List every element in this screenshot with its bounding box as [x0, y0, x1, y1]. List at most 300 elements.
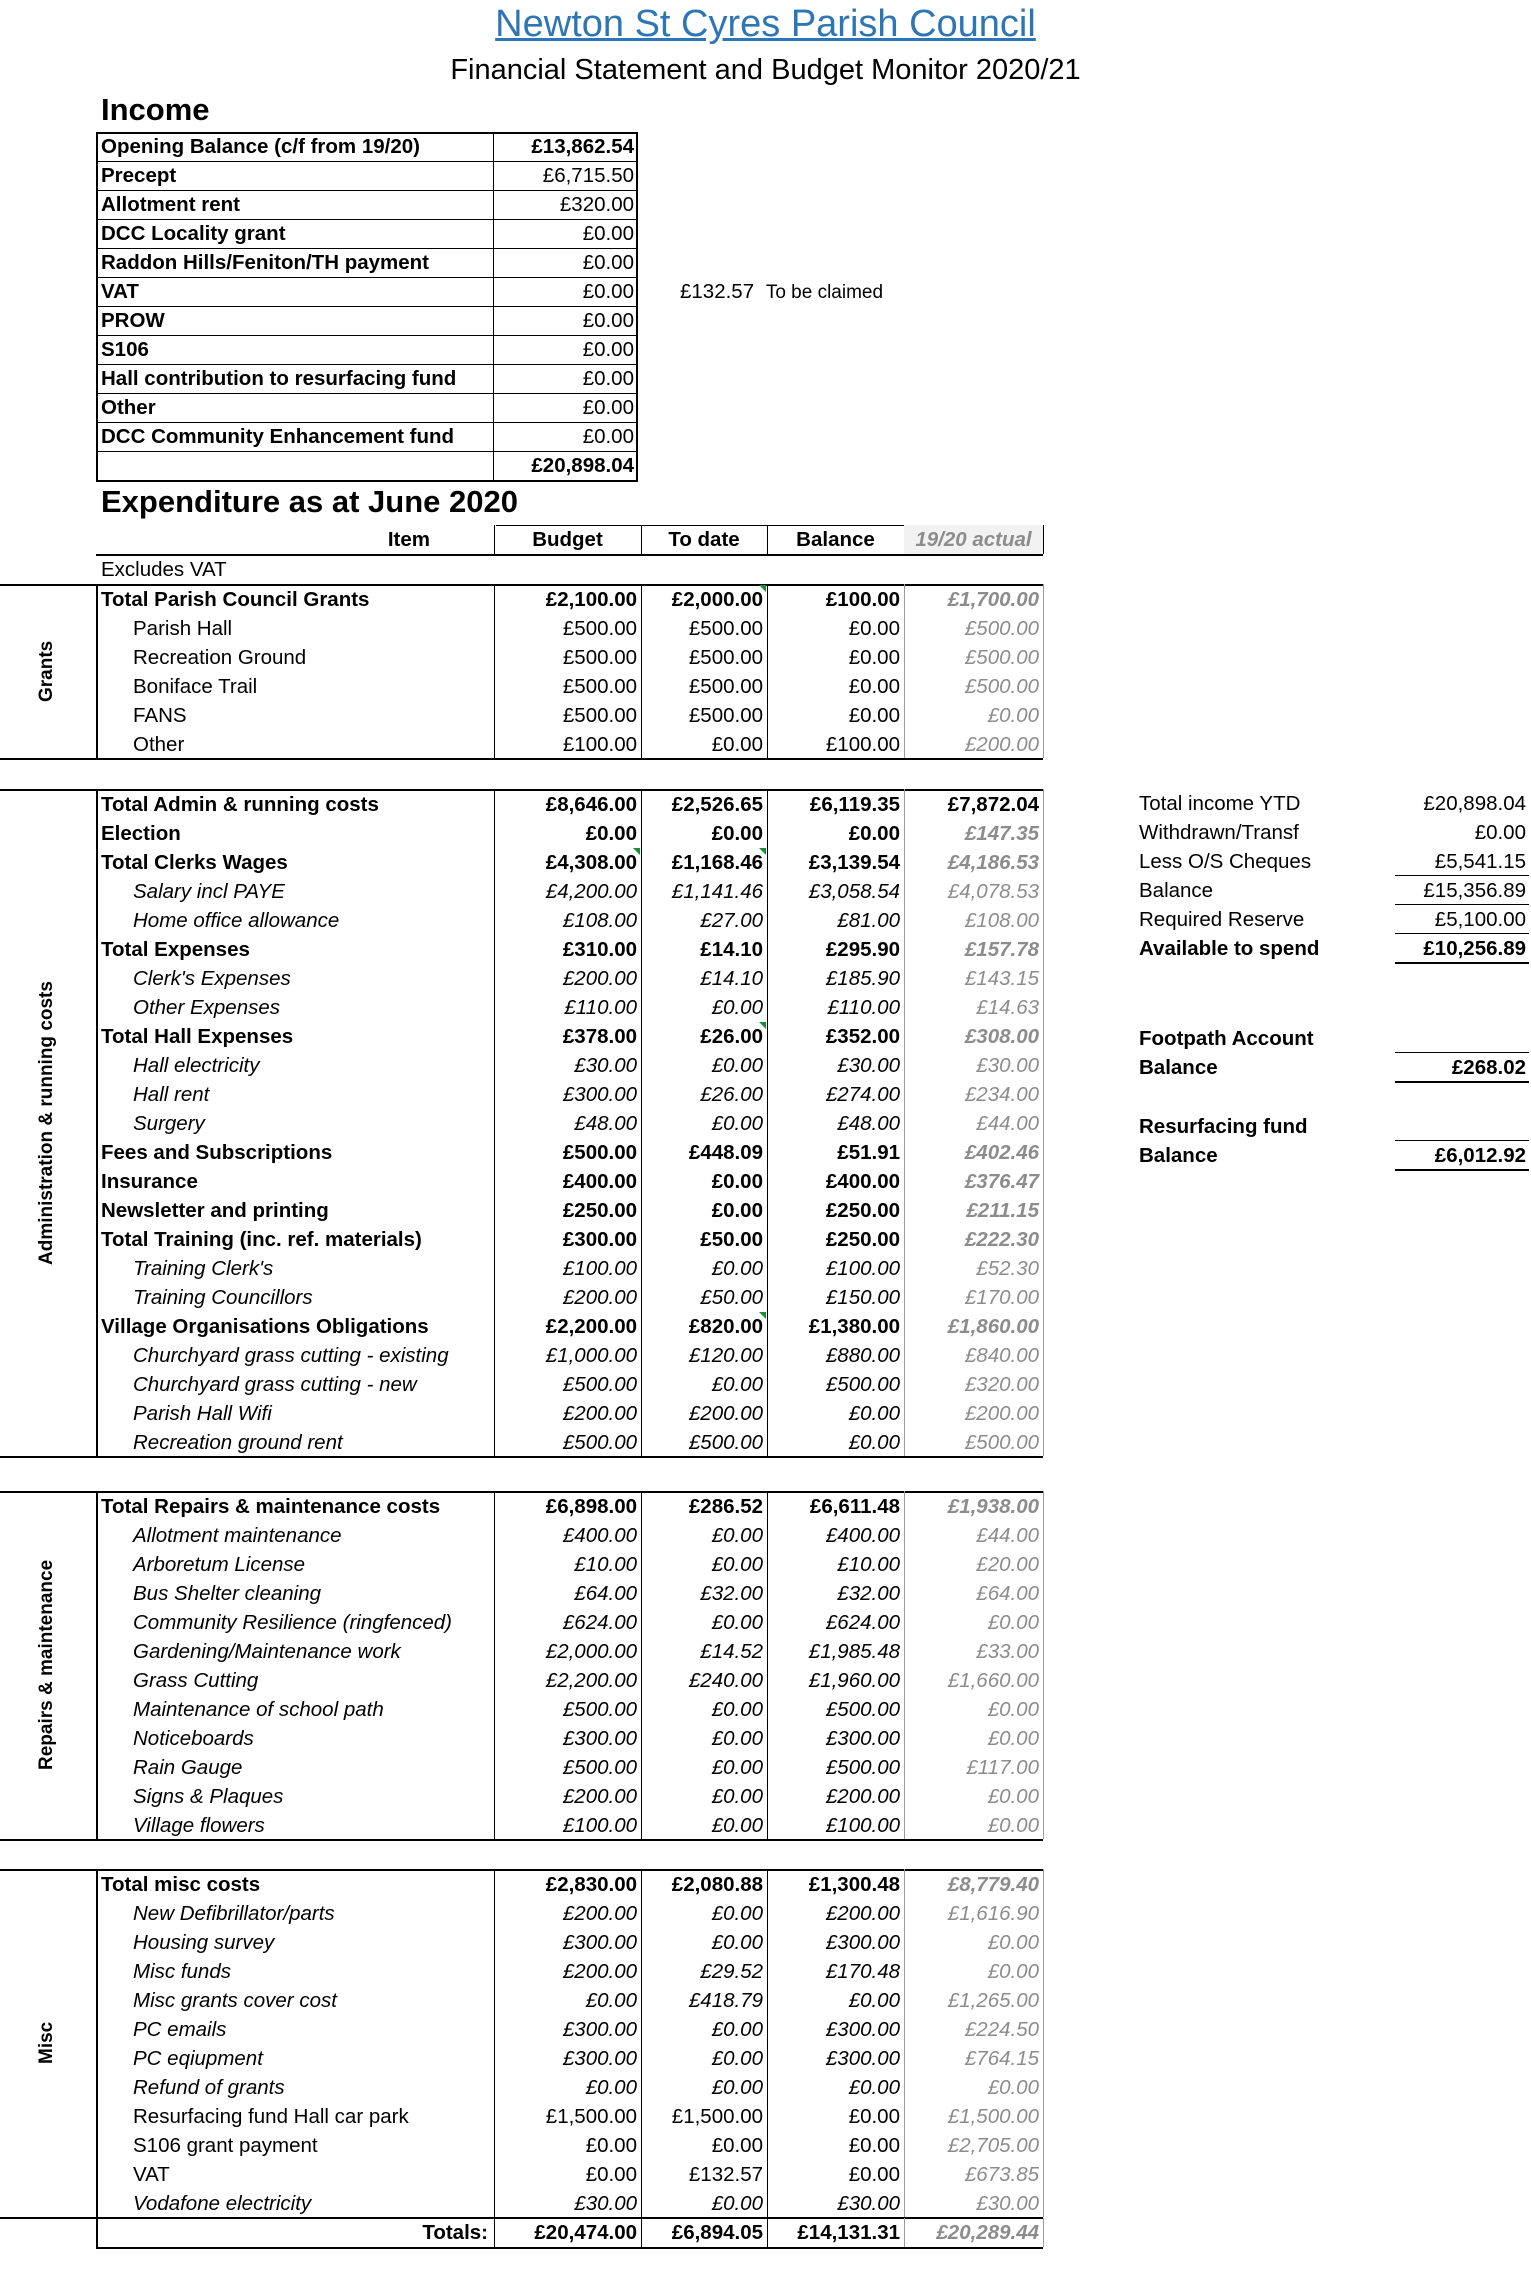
row-prev-actual: £157.78 — [964, 938, 1039, 961]
row-prev-actual: £4,078.53 — [947, 880, 1039, 903]
row-todate: £0.00 — [711, 1902, 763, 1925]
row-todate: £26.00 — [700, 1025, 763, 1048]
row-prev-actual: £147.35 — [964, 822, 1039, 845]
row-budget: £500.00 — [562, 1373, 637, 1396]
row-budget: £4,308.00 — [545, 851, 637, 874]
row-budget: £4,200.00 — [545, 880, 637, 903]
row-budget: £8,646.00 — [545, 793, 637, 816]
totals-label: Totals: — [422, 2221, 488, 2244]
row-balance: £0.00 — [848, 617, 900, 640]
row-todate: £2,526.65 — [671, 793, 763, 816]
row-budget: £108.00 — [562, 909, 637, 932]
row-balance: £0.00 — [848, 1989, 900, 2012]
row-balance: £3,058.54 — [808, 880, 900, 903]
row-balance: £400.00 — [825, 1170, 900, 1193]
row-prev-actual: £1,616.90 — [947, 1902, 1039, 1925]
row-item-label: S106 grant payment — [133, 2134, 318, 2157]
row-item-label: Insurance — [101, 1170, 198, 1193]
row-todate: £27.00 — [700, 909, 763, 932]
col-sep — [1043, 584, 1044, 758]
income-heading: Income — [101, 92, 210, 127]
row-balance: £1,300.48 — [808, 1873, 900, 1896]
row-budget: £30.00 — [574, 2192, 637, 2215]
income-value: £0.00 — [582, 425, 634, 448]
row-balance: £0.00 — [848, 2163, 900, 2186]
row-budget: £2,100.00 — [545, 588, 637, 611]
row-todate: £0.00 — [711, 2192, 763, 2215]
row-budget: £0.00 — [585, 2163, 637, 2186]
row-budget: £500.00 — [562, 704, 637, 727]
row-budget: £10.00 — [574, 1553, 637, 1576]
row-prev-actual: £0.00 — [987, 2076, 1039, 2099]
row-todate: £820.00 — [688, 1315, 763, 1338]
income-value: £13,862.54 — [531, 135, 634, 158]
row-todate: £0.00 — [711, 2018, 763, 2041]
totals-sep — [1043, 2218, 1044, 2247]
row-todate: £240.00 — [688, 1669, 763, 1692]
row-todate: £14.52 — [700, 1640, 763, 1663]
resurfacing-balance: £6,012.92 — [1434, 1144, 1526, 1167]
income-value: £320.00 — [559, 193, 634, 216]
row-item-label: Total Training (inc. ref. materials) — [101, 1228, 422, 1251]
income-label: DCC Community Enhancement fund — [101, 425, 455, 448]
row-todate: £50.00 — [700, 1286, 763, 1309]
income-value: £6,715.50 — [542, 164, 634, 187]
row-item-label: Total Parish Council Grants — [101, 588, 370, 611]
row-prev-actual: £7,872.04 — [947, 793, 1039, 816]
col-todate-header: To date — [668, 528, 740, 551]
row-item-label: Community Resilience (ringfenced) — [133, 1611, 453, 1634]
income-value: £0.00 — [582, 251, 634, 274]
summary-label: Total income YTD — [1139, 792, 1301, 815]
vat-note — [680, 277, 883, 307]
row-item-label: Other — [133, 733, 185, 756]
row-budget: £500.00 — [562, 1698, 637, 1721]
resurfacing-title: Resurfacing fund — [1139, 1115, 1308, 1138]
row-prev-actual: £224.50 — [964, 2018, 1039, 2041]
row-balance: £300.00 — [825, 2018, 900, 2041]
row-balance: £51.91 — [837, 1141, 900, 1164]
row-item-label: PC emails — [133, 2018, 227, 2041]
excludes-vat-note: Excludes VAT — [101, 558, 227, 581]
row-prev-actual: £0.00 — [987, 1611, 1039, 1634]
row-prev-actual: £143.15 — [964, 967, 1039, 990]
summary-value: £20,898.04 — [1423, 792, 1526, 815]
row-item-label: Grass Cutting — [133, 1669, 259, 1692]
row-budget: £100.00 — [562, 1257, 637, 1280]
row-prev-actual: £500.00 — [964, 1431, 1039, 1454]
row-item-label: Allotment maintenance — [133, 1524, 342, 1547]
cell-marker — [759, 1312, 766, 1319]
income-value: £0.00 — [582, 396, 634, 419]
row-balance: £6,119.35 — [809, 793, 900, 816]
row-prev-actual: £117.00 — [966, 1756, 1039, 1779]
row-item-label: Village flowers — [133, 1814, 265, 1837]
row-budget: £500.00 — [562, 1141, 637, 1164]
income-label: DCC Locality grant — [101, 222, 286, 245]
row-balance: £100.00 — [825, 1257, 900, 1280]
row-todate: £200.00 — [688, 1402, 763, 1425]
row-budget: £2,200.00 — [545, 1669, 637, 1692]
row-budget: £500.00 — [562, 617, 637, 640]
row-prev-actual: £64.00 — [976, 1582, 1039, 1605]
row-budget: £0.00 — [585, 2134, 637, 2157]
footpath-underline — [1395, 1081, 1529, 1083]
vat-note-amount: £132.57 — [680, 280, 755, 303]
row-item-label: Recreation Ground — [133, 646, 307, 669]
row-prev-actual: £0.00 — [987, 1960, 1039, 1983]
row-prev-actual: £33.00 — [976, 1640, 1039, 1663]
row-budget: £2,000.00 — [545, 1640, 637, 1663]
income-label: Raddon Hills/Feniton/TH payment — [101, 251, 430, 274]
col-balance-header: Balance — [796, 528, 875, 551]
row-prev-actual: £170.00 — [964, 1286, 1039, 1309]
row-prev-actual: £200.00 — [964, 1402, 1039, 1425]
row-budget: £300.00 — [562, 2047, 637, 2070]
totals-bottom-rule — [96, 2247, 1043, 2249]
row-prev-actual: £44.00 — [976, 1112, 1039, 1135]
summary-label: Balance — [1139, 879, 1214, 902]
row-prev-actual: £840.00 — [964, 1344, 1039, 1367]
row-todate: £0.00 — [711, 1112, 763, 1135]
row-item-label: Maintenance of school path — [133, 1698, 384, 1721]
row-balance: £150.00 — [825, 1286, 900, 1309]
row-budget: £400.00 — [562, 1524, 637, 1547]
row-todate: £500.00 — [688, 646, 763, 669]
income-value: £0.00 — [582, 338, 634, 361]
row-balance: £1,985.48 — [808, 1640, 900, 1663]
row-budget: £300.00 — [562, 1931, 637, 1954]
col-sep — [1043, 789, 1044, 1456]
row-balance: £1,380.00 — [808, 1315, 900, 1338]
row-balance: £100.00 — [825, 588, 900, 611]
income-value: £0.00 — [582, 367, 634, 390]
row-budget: £400.00 — [562, 1170, 637, 1193]
summary-value: £0.00 — [1474, 821, 1526, 844]
row-item-label: Parish Hall Wifi — [133, 1402, 272, 1425]
row-item-label: Recreation ground rent — [133, 1431, 343, 1454]
income-label: Precept — [101, 164, 177, 187]
row-todate: £1,500.00 — [671, 2105, 763, 2128]
row-balance: £100.00 — [825, 733, 900, 756]
totals-budget: £20,474.00 — [534, 2221, 637, 2244]
totals-todate: £6,894.05 — [671, 2221, 763, 2244]
row-balance: £250.00 — [825, 1199, 900, 1222]
row-todate: £0.00 — [711, 1611, 763, 1634]
row-balance: £0.00 — [848, 822, 900, 845]
row-budget: £500.00 — [562, 646, 637, 669]
totals-sep — [494, 2218, 495, 2247]
summary-value: £10,256.89 — [1423, 937, 1526, 960]
row-prev-actual: £0.00 — [987, 1931, 1039, 1954]
row-todate: £2,080.88 — [671, 1873, 763, 1896]
summary-label: Less O/S Cheques — [1139, 850, 1312, 873]
row-balance: £0.00 — [848, 675, 900, 698]
row-item-label: Signs & Plaques — [133, 1785, 284, 1808]
row-prev-actual: £222.30 — [964, 1228, 1039, 1251]
row-prev-actual: £500.00 — [964, 675, 1039, 698]
row-balance: £81.00 — [837, 909, 900, 932]
row-item-label: Parish Hall — [133, 617, 233, 640]
income-value: £0.00 — [582, 280, 634, 303]
row-item-label: FANS — [133, 704, 187, 727]
row-item-label: Bus Shelter cleaning — [133, 1582, 322, 1605]
row-budget: £30.00 — [574, 1054, 637, 1077]
row-balance: £0.00 — [848, 1431, 900, 1454]
row-balance: £624.00 — [825, 1611, 900, 1634]
cell-marker — [759, 585, 766, 592]
row-item-label: Noticeboards — [133, 1727, 254, 1750]
row-prev-actual: £8,779.40 — [947, 1873, 1039, 1896]
row-balance: £170.48 — [825, 1960, 900, 1983]
row-todate: £14.10 — [700, 967, 763, 990]
section-label-3: Misc — [36, 2021, 57, 2064]
summary-value: £15,356.89 — [1423, 879, 1526, 902]
row-balance: £880.00 — [825, 1344, 900, 1367]
resurfacing-balance-label: Balance — [1139, 1144, 1218, 1167]
col-budget-header: Budget — [532, 528, 603, 551]
row-budget: £0.00 — [585, 1989, 637, 2012]
row-todate: £0.00 — [711, 1785, 763, 1808]
row-budget: £64.00 — [574, 1582, 637, 1605]
row-item-label: Other Expenses — [133, 996, 280, 1019]
row-budget: £48.00 — [574, 1112, 637, 1135]
resurfacing-underline — [1395, 1169, 1529, 1171]
row-prev-actual: £44.00 — [976, 1524, 1039, 1547]
row-item-label: Refund of grants — [133, 2076, 285, 2099]
row-prev-actual: £764.15 — [964, 2047, 1039, 2070]
row-prev-actual: £30.00 — [976, 2192, 1039, 2215]
row-todate: £0.00 — [711, 2134, 763, 2157]
row-item-label: Village Organisations Obligations — [101, 1315, 429, 1338]
totals-sep — [904, 2218, 905, 2247]
row-budget: £1,500.00 — [545, 2105, 637, 2128]
row-todate: £0.00 — [711, 1814, 763, 1837]
row-todate: £0.00 — [711, 1373, 763, 1396]
row-balance: £0.00 — [848, 646, 900, 669]
row-prev-actual: £20.00 — [976, 1553, 1039, 1576]
row-budget: £378.00 — [562, 1025, 637, 1048]
summary-value: £5,541.15 — [1434, 850, 1526, 873]
page-subtitle: Financial Statement and Budget Monitor 2020/21 — [450, 54, 1081, 86]
row-budget: £300.00 — [562, 2018, 637, 2041]
row-prev-actual: £234.00 — [964, 1083, 1039, 1106]
row-budget: £100.00 — [562, 733, 637, 756]
col-sep — [1043, 1491, 1044, 1839]
section-label-0: Grants — [36, 640, 57, 702]
row-prev-actual: £1,265.00 — [947, 1989, 1039, 2012]
row-budget: £2,830.00 — [545, 1873, 637, 1896]
row-budget: £2,200.00 — [545, 1315, 637, 1338]
row-todate: £0.00 — [711, 1170, 763, 1193]
row-prev-actual: £30.00 — [976, 1054, 1039, 1077]
row-item-label: Arboretum License — [133, 1553, 306, 1576]
row-budget: £200.00 — [562, 1902, 637, 1925]
row-budget: £300.00 — [562, 1228, 637, 1251]
row-prev-actual: £320.00 — [964, 1373, 1039, 1396]
row-item-label: Newsletter and printing — [101, 1199, 329, 1222]
vat-note-text: To be claimed — [765, 282, 884, 303]
row-budget: £200.00 — [562, 1960, 637, 1983]
row-balance: £1,960.00 — [808, 1669, 900, 1692]
row-budget: £500.00 — [562, 1431, 637, 1454]
col-item-header: Item — [387, 528, 430, 551]
row-balance: £274.00 — [825, 1083, 900, 1106]
row-prev-actual: £4,186.53 — [947, 851, 1039, 874]
income-label: Hall contribution to resurfacing fund — [101, 367, 457, 390]
row-balance: £200.00 — [825, 1785, 900, 1808]
row-budget: £0.00 — [585, 822, 637, 845]
row-prev-actual: £1,500.00 — [947, 2105, 1039, 2128]
row-balance: £110.00 — [827, 996, 900, 1019]
row-item-label: Resurfacing fund Hall car park — [133, 2105, 409, 2128]
row-balance: £0.00 — [848, 704, 900, 727]
section-label-2: Repairs & maintenance — [36, 1559, 57, 1770]
row-balance: £300.00 — [825, 1931, 900, 1954]
row-prev-actual: £308.00 — [964, 1025, 1039, 1048]
row-item-label: Boniface Trail — [133, 675, 258, 698]
row-item-label: Home office allowance — [133, 909, 340, 932]
row-todate: £0.00 — [711, 2047, 763, 2070]
row-prev-actual: £211.15 — [966, 1199, 1039, 1222]
row-prev-actual: £1,700.00 — [947, 588, 1039, 611]
row-todate: £500.00 — [688, 1431, 763, 1454]
row-prev-actual: £2,705.00 — [947, 2134, 1039, 2157]
cell-marker — [759, 1022, 766, 1029]
income-label: Other — [101, 396, 156, 419]
row-prev-actual: £376.47 — [964, 1170, 1039, 1193]
row-balance: £250.00 — [825, 1228, 900, 1251]
row-prev-actual: £108.00 — [964, 909, 1039, 932]
row-budget: £250.00 — [562, 1199, 637, 1222]
income-label: Opening Balance (c/f from 19/20) — [101, 135, 420, 158]
expenditure-heading: Expenditure as at June 2020 — [101, 484, 518, 519]
row-balance: £6,611.48 — [809, 1495, 900, 1518]
row-budget: £200.00 — [562, 1286, 637, 1309]
footpath-title: Footpath Account — [1139, 1027, 1314, 1050]
row-item-label: Total Hall Expenses — [101, 1025, 294, 1048]
totals-sep — [641, 2218, 642, 2247]
totals-balance: £14,131.31 — [797, 2221, 900, 2244]
row-prev-actual: £402.46 — [964, 1141, 1039, 1164]
row-budget: £624.00 — [562, 1611, 637, 1634]
row-todate: £0.00 — [711, 1199, 763, 1222]
row-item-label: Clerk's Expenses — [133, 967, 291, 990]
footpath-balance-label: Balance — [1139, 1056, 1218, 1079]
row-prev-actual: £0.00 — [987, 1814, 1039, 1837]
summary-rule — [1395, 962, 1529, 964]
row-balance: £0.00 — [848, 2076, 900, 2099]
row-todate: £32.00 — [700, 1582, 763, 1605]
row-prev-actual: £14.63 — [976, 996, 1039, 1019]
row-todate: £0.00 — [711, 1524, 763, 1547]
row-balance: £32.00 — [837, 1582, 900, 1605]
row-budget: £500.00 — [562, 1756, 637, 1779]
row-balance: £10.00 — [837, 1553, 900, 1576]
row-item-label: Misc grants cover cost — [133, 1989, 337, 2012]
summary-label: Withdrawn/Transf — [1139, 821, 1299, 844]
row-todate: £29.52 — [700, 1960, 763, 1983]
row-item-label: Training Councillors — [133, 1286, 313, 1309]
row-todate: £26.00 — [700, 1083, 763, 1106]
row-todate: £418.79 — [688, 1989, 763, 2012]
row-budget: £100.00 — [562, 1814, 637, 1837]
totals-prev: £20,289.44 — [936, 2221, 1039, 2244]
row-todate: £500.00 — [688, 704, 763, 727]
row-prev-actual: £673.85 — [964, 2163, 1039, 2186]
row-balance: £30.00 — [837, 2192, 900, 2215]
row-balance: £30.00 — [837, 1054, 900, 1077]
row-balance: £500.00 — [825, 1373, 900, 1396]
row-item-label: VAT — [133, 2163, 170, 2186]
row-item-label: Fees and Subscriptions — [101, 1141, 333, 1164]
row-item-label: Churchyard grass cutting - existing — [133, 1344, 449, 1367]
row-balance: £0.00 — [848, 1402, 900, 1425]
row-todate: £0.00 — [711, 1756, 763, 1779]
row-todate: £0.00 — [711, 2076, 763, 2099]
income-label: S106 — [101, 338, 149, 361]
row-todate: £1,168.46 — [671, 851, 763, 874]
row-budget: £200.00 — [562, 967, 637, 990]
row-item-label: Total Repairs & maintenance costs — [101, 1495, 441, 1518]
row-item-label: Surgery — [133, 1112, 205, 1135]
row-todate: £0.00 — [711, 822, 763, 845]
section-label-1: Administration & running costs — [36, 980, 57, 1265]
row-todate: £0.00 — [711, 1257, 763, 1280]
row-balance: £185.90 — [825, 967, 900, 990]
row-todate: £0.00 — [711, 733, 763, 756]
row-balance: £500.00 — [825, 1756, 900, 1779]
row-item-label: Total Admin & running costs — [101, 793, 379, 816]
row-prev-actual: £0.00 — [987, 1727, 1039, 1750]
row-todate: £500.00 — [688, 675, 763, 698]
row-balance: £3,139.54 — [808, 851, 900, 874]
row-prev-actual: £1,860.00 — [947, 1315, 1039, 1338]
page-title: Newton St Cyres Parish Council — [495, 3, 1036, 45]
totals-sep — [767, 2218, 768, 2247]
row-balance: £48.00 — [837, 1112, 900, 1135]
row-todate: £1,141.46 — [671, 880, 763, 903]
row-item-label: Misc funds — [133, 1960, 231, 1983]
row-todate: £132.57 — [688, 2163, 763, 2186]
row-budget: £0.00 — [585, 2076, 637, 2099]
row-todate: £0.00 — [711, 1054, 763, 1077]
summary-label: Available to spend — [1139, 937, 1320, 960]
row-balance: £0.00 — [848, 2134, 900, 2157]
row-item-label: PC eqiupment — [133, 2047, 263, 2070]
col-sep — [1043, 1869, 1044, 2217]
row-item-label: Total misc costs — [101, 1873, 261, 1896]
summary-label: Required Reserve — [1139, 908, 1305, 931]
row-item-label: Hall rent — [133, 1083, 210, 1106]
row-todate: £0.00 — [711, 1553, 763, 1576]
cell-marker — [759, 848, 766, 855]
row-item-label: Salary incl PAYE — [133, 880, 285, 903]
row-budget: £200.00 — [562, 1402, 637, 1425]
row-budget: £300.00 — [562, 1727, 637, 1750]
row-balance: £0.00 — [848, 2105, 900, 2128]
row-balance: £352.00 — [825, 1025, 900, 1048]
row-todate: £500.00 — [688, 617, 763, 640]
row-prev-actual: £1,938.00 — [947, 1495, 1039, 1518]
footpath-balance: £268.02 — [1451, 1056, 1526, 1079]
row-item-label: Total Clerks Wages — [101, 851, 288, 874]
income-label: VAT — [101, 280, 139, 303]
row-prev-actual: £200.00 — [964, 733, 1039, 756]
row-todate: £0.00 — [711, 1931, 763, 1954]
row-todate: £286.52 — [688, 1495, 763, 1518]
row-budget: £110.00 — [564, 996, 637, 1019]
